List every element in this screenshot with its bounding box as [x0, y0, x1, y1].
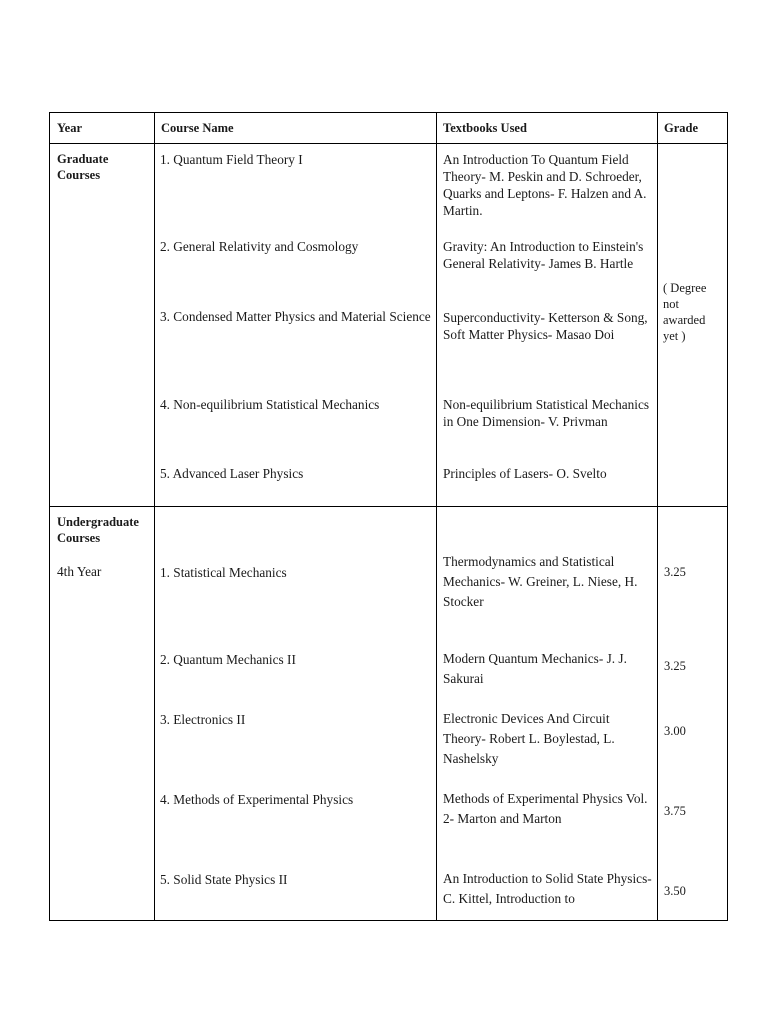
header-textbooks: Textbooks Used: [443, 121, 527, 135]
undergraduate-year-label: 4th Year: [57, 564, 102, 579]
graduate-course-2: 2. General Relativity and Cosmology: [160, 239, 359, 254]
undergraduate-grade-1: 3.25: [664, 565, 686, 579]
undergraduate-textbooks-4: Methods of Experimental Physics Vol. 2- Marton and Marton: [443, 791, 648, 826]
undergraduate-textbooks-3: Electronic Devices And Circuit Theory- Robert L. Boylestad, L. Nashelsky: [443, 711, 615, 766]
graduate-textbooks-4: Non-equilibrium Statistical Mechanics in One Dimension- V. Privman: [443, 397, 650, 429]
undergraduate-course-3: 3. Electronics II: [160, 712, 246, 727]
header-year: Year: [57, 121, 82, 135]
graduate-textbooks-5: Principles of Lasers- O. Svelto: [443, 466, 607, 481]
graduate-course-1: 1. Quantum Field Theory I: [160, 152, 303, 167]
column-divider: [154, 113, 155, 920]
undergraduate-section-label: Undergraduate Courses: [57, 515, 139, 545]
course-table: [49, 112, 728, 921]
header-course-name: Course Name: [161, 121, 234, 135]
undergraduate-textbooks-2: Modern Quantum Mechanics- J. J. Sakurai: [443, 651, 627, 686]
undergraduate-course-4: 4. Methods of Experimental Physics: [160, 792, 354, 807]
undergraduate-course-5: 5. Solid State Physics II: [160, 872, 288, 887]
row-divider: [50, 506, 727, 507]
graduate-course-5: 5. Advanced Laser Physics: [160, 466, 304, 481]
undergraduate-grade-3: 3.00: [664, 724, 686, 738]
undergraduate-grade-5: 3.50: [664, 884, 686, 898]
undergraduate-textbooks-1: Thermodynamics and Statistical Mechanics- W. Greiner, L. Niese, H. Stocker: [443, 554, 638, 609]
undergraduate-grade-2: 3.25: [664, 659, 686, 673]
undergraduate-textbooks-5: An Introduction to Solid State Physics- C. Kittel, Introduction to: [443, 871, 652, 906]
undergraduate-course-1: 1. Statistical Mechanics: [160, 565, 287, 580]
graduate-textbooks-2: Gravity: An Introduction to Einstein's General Relativity- James B. Hartle: [443, 239, 644, 271]
row-divider: [50, 143, 727, 144]
graduate-grade-note: ( Degree not awarded yet ): [663, 281, 707, 343]
header-grade: Grade: [664, 121, 699, 135]
graduate-course-3: 3. Condensed Matter Physics and Material Science: [160, 309, 431, 324]
column-divider: [657, 113, 658, 920]
graduate-textbooks-3: Superconductivity- Ketterson & Song, Soft Matter Physics- Masao Doi: [443, 310, 648, 342]
graduate-course-4: 4. Non-equilibrium Statistical Mechanics: [160, 397, 380, 412]
undergraduate-course-2: 2. Quantum Mechanics II: [160, 652, 296, 667]
undergraduate-grade-4: 3.75: [664, 804, 686, 818]
graduate-textbooks-1: An Introduction To Quantum Field Theory- M. Peskin and D. Schroeder, Quarks and Leptons- F. Halzen and A. Martin.: [443, 152, 647, 218]
column-divider: [436, 113, 437, 920]
graduate-section-label: Graduate Courses: [57, 152, 109, 182]
